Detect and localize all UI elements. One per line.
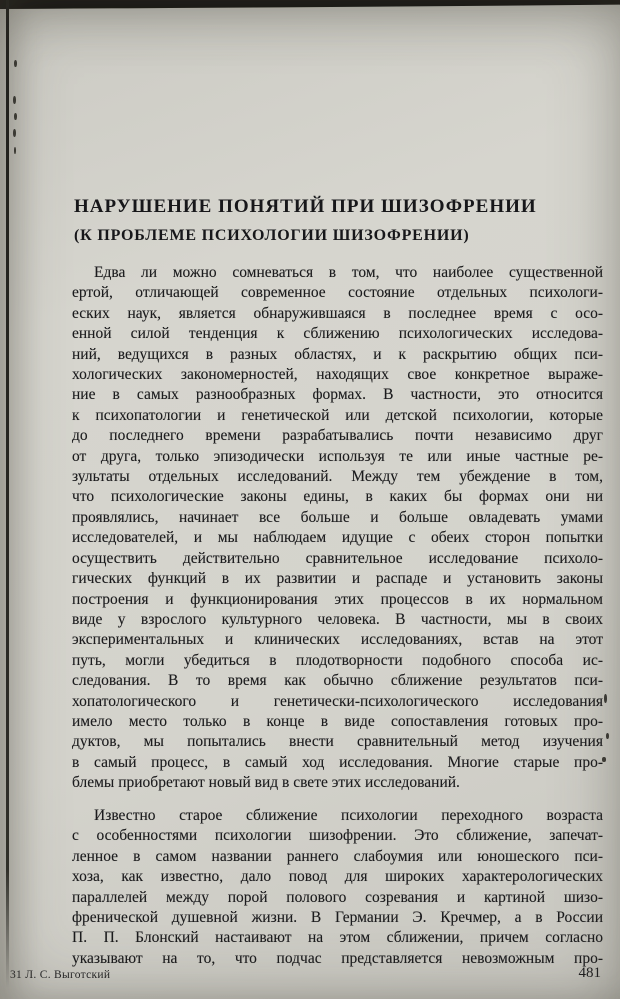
paragraph-2 [72, 806, 603, 969]
page-number: 481 [578, 965, 601, 981]
scan-speck [604, 694, 607, 703]
text-line: путь, могли убедиться в плодотворности подобного способа ис- [72, 651, 603, 669]
footer-signature: 31 Л. С. Выготский [10, 969, 111, 981]
text-line: зультаты отдельных исследований. Между тем убеждение в том, [72, 468, 603, 486]
scan-speck [14, 60, 17, 67]
text-line: экспериментальных и клинических исследованиях, встав на этот [72, 631, 603, 649]
text-line: еских наук, является обнаружившаяся в последнее время с осо- [72, 304, 603, 322]
text-line: Едва ли можно сомневаться в том, что наиболее существенной [94, 264, 603, 281]
text-line: виде у взрослого культурного человека. В частности, мы в своих [72, 610, 603, 628]
text-line: указывают на то, что подчас представляется невозможным про- [72, 949, 603, 967]
paragraph-1 [72, 263, 603, 794]
text-line: френической душевной жизни. В Германии Э. Кречмер, а в России [72, 909, 603, 927]
scan-left-edge-artifact [6, 0, 9, 988]
text-line: до последнего времени разрабатывались почти независимо друг [72, 427, 603, 445]
text-line: проявлялись, начинает все больше и больше овладевать умами [72, 508, 603, 526]
text-line: параллелей между порой полового созревания и картиной шизо- [72, 888, 603, 906]
text-line: что психологические законы едины, в каких бы формах они ни [72, 488, 603, 506]
scan-speck [13, 129, 16, 137]
text-line: ленное в самом названии раннего слабоумия или юношеского пси- [72, 847, 603, 865]
text-line: хопатологического и генетически-психологического исследования [72, 692, 603, 710]
text-line: ние в самых разнообразных формах. В частности, это относится [72, 386, 603, 404]
scan-speck [14, 113, 17, 120]
text-line: имело место только в конце в виде сопоставления готовых про- [72, 712, 603, 730]
text-line: хоза, как известно, дало повод для широких характерологических [72, 868, 603, 886]
scan-speck [13, 96, 16, 104]
text-line: от друга, только эпизодически используя те или иные частные ре- [72, 447, 603, 465]
scan-speck [14, 147, 16, 154]
text-line: осуществить действительно сравнительное исследование психоло- [72, 549, 603, 567]
text-line: енной силой тенденция к сближению психологических исследова- [72, 325, 603, 343]
text-line: дуктов, мы попытались внести сравнительный метод изучения [72, 733, 603, 751]
text-line: хологических закономерностей, находящих свое конкретное выраже- [72, 366, 603, 384]
scan-top-edge-artifact [0, 0, 620, 9]
text-line: П. П. Блонский настаивают на этом сближении, причем согласно [72, 929, 603, 947]
text-line: исследователей, и мы наблюдаем идущие с обеих сторон попытки [72, 529, 603, 547]
article-subtitle: (К ПРОБЛЕМЕ ПСИХОЛОГИИ ШИЗОФРЕНИИ) [74, 227, 470, 244]
article-title: НАРУШЕНИЕ ПОНЯТИЙ ПРИ ШИЗОФРЕНИИ [74, 196, 537, 217]
scan-speck [606, 733, 609, 739]
text-line: Известно старое сближение психологии переходного возраста [94, 807, 603, 824]
text-line: построения и функционирования этих процессов в их нормальном [72, 590, 603, 608]
text-line: гических функций в их развитии и распаде и установить законы [72, 570, 603, 588]
text-line: к психопатологии и генетической или детской психологии, которые [72, 406, 603, 424]
text-line: с особенностями психологии шизофрении. Это сближение, запечат- [72, 827, 603, 845]
text-line: блемы приобретают новый вид в свете этих исследований. [72, 774, 460, 792]
text-line: ний, ведущихся в разных областях, и к раскрытию общих пси- [72, 345, 603, 363]
text-line: в самый процесс, в самый ход исследования. Многие старые про- [72, 753, 603, 771]
text-line: ертой, отличающей современное состояние отдельных психологи- [72, 284, 603, 302]
text-line: следования. В то время как обычно сближение результатов пси- [72, 672, 603, 690]
